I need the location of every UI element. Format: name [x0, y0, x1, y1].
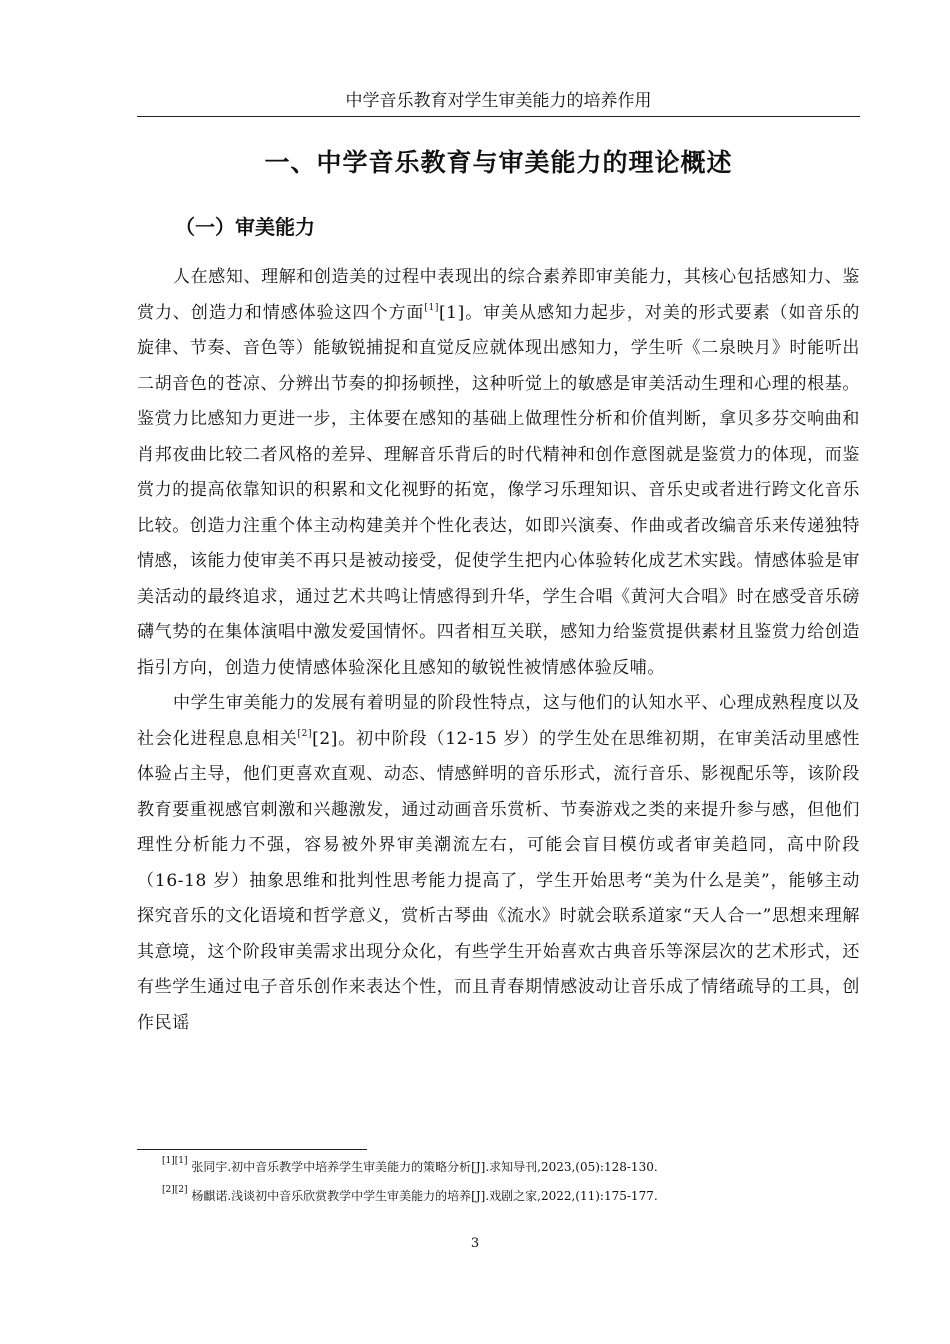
chapter-title: 一、中学音乐教育与审美能力的理论概述 — [264, 148, 733, 177]
section-heading: （一）审美能力 — [175, 215, 315, 239]
paragraph-2 — [137, 686, 860, 1041]
paragraph-1-text-b: [1]。审美从感知力起步，对美的形式要素（如音乐的旋律、节奏、音色等）能敏锐捕捉和直觉反应就体现出感知力，学生听《二泉映月》时能听出二胡音色的苍凉、分辨出节奏的抑扬顿挫，这种听觉上的敏感是审美活动生理和心理的根基。鉴赏力比感知力更进一步，主体要在感知的基础上做理性分析和价值判断，拿贝多芬交响曲和肖邦夜曲比较二者风格的差异、理解音乐背后的时代精神和创作意图就是鉴赏力的体现，而鉴赏力的提高依靠知识的积累和文化视野的拓宽，像学习乐理知识、音乐史或者进行跨文化音乐比较。创造力注重个体主动构建美并个性化表达，如即兴演奏、作曲或者改编音乐来传递独特情感，该能力使审美不再只是被动接受，促使学生把内心体验转化成艺术实践。情感体验是审美活动的最终追求，通过艺术共鸣让情感得到升华，学生合唱《黄河大合唱》时在感受音乐磅礴气势的在集体演唱中激发爱国情怀。四者相互关联，感知力给鉴赏提供素材且鉴赏力给创造指引方向，创造力使情感体验深化且感知的敏锐性被情感体验反哺。 — [137, 302, 860, 678]
running-header: 中学音乐教育对学生审美能力的培养作用 — [137, 90, 860, 117]
footnote-2 — [162, 1185, 862, 1204]
footnote-2-text: 杨麒诺.浅谈初中音乐欣赏教学中学生审美能力的培养[J].戏剧之家,2022,(11):175-177. — [191, 1189, 658, 1203]
footnote-2-mark: [2][2] — [162, 1185, 188, 1195]
footnote-1-mark: [1][1] — [162, 1156, 188, 1166]
paragraph-2-text-b: [2]。初中阶段（12-15 岁）的学生处在思维初期，在审美活动里感性体验占主导，他们更喜欢直观、动态、情感鲜明的音乐形式，流行音乐、影视配乐等，该阶段教育要重视感官刺激和兴趣激发，通过动画音乐赏析、节奏游戏之类的来提升参与感，但他们理性分析能力不强，容易被外界审美潮流左右，可能会盲目模仿或者审美趋同，高中阶段（16-18 岁）抽象思维和批判性思考能力提高了，学生开始思考“美为什么是美”，能够主动探究音乐的文化语境和哲学意义，赏析古琴曲《流水》时就会联系道家“天人合一”思想来理解其意境，这个阶段审美需求出现分众化，有些学生开始喜欢古典音乐等深层次的艺术形式，还有些学生通过电子音乐创作来表达个性，而且青春期情感波动让音乐成了情绪疏导的工具，创作民谣 — [137, 728, 860, 1033]
paragraph-1 — [137, 260, 860, 686]
footnotes — [162, 1156, 862, 1217]
footnote-ref-1[interactable]: [1] — [424, 302, 439, 313]
footnote-separator — [137, 1149, 367, 1150]
body-text — [137, 260, 860, 1041]
footnote-1 — [162, 1156, 862, 1175]
paragraph-2-text-a: 中学生审美能力的发展有着明显的阶段性特点，这与他们的认知水平、心理成熟程度以及社会化进程息息相关 — [137, 693, 860, 749]
footnote-ref-2[interactable]: [2] — [297, 728, 313, 739]
footnote-1-text: 张同宇.初中音乐教学中培养学生审美能力的策略分析[J].求知导刊,2023,(05):128-130. — [191, 1160, 658, 1174]
page-number: 3 — [470, 1236, 480, 1251]
paragraph-1-text-a: 人在感知、理解和创造美的过程中表现出的综合素养即审美能力，其核心包括感知力、鉴赏力、创造力和情感体验这四个方面 — [137, 267, 860, 323]
